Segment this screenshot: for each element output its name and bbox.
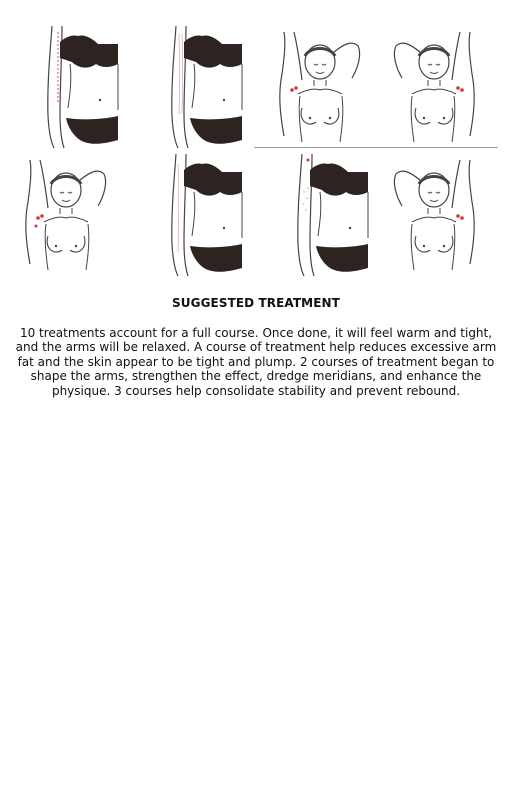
side-arm-illustration xyxy=(124,152,248,276)
treatment-illustrations-grid xyxy=(0,24,512,276)
front-raised-arm-illustration xyxy=(376,24,500,148)
section-title: SUGGESTED TREATMENT xyxy=(172,296,340,310)
front-raised-arm-illustration xyxy=(0,152,124,276)
front-raised-arm-illustration xyxy=(376,152,500,276)
side-arm-illustration xyxy=(124,24,248,148)
divider xyxy=(254,147,498,148)
front-raised-arm-illustration xyxy=(254,24,378,148)
side-arm-illustration xyxy=(250,152,374,276)
section-body: 10 treatments account for a full course. Once done, it will feel warm and tight, and the arms will be relaxed. A course of treatment help reduces excessive arm fat and the skin appear to be tight and plump. 2 courses of treatment began to shape the arms, strengthen the effect, dredge meridians, and enhance the physique. 3 courses help consolidate stability and prevent rebound. xyxy=(15,326,497,398)
side-arm-illustration xyxy=(0,24,124,148)
